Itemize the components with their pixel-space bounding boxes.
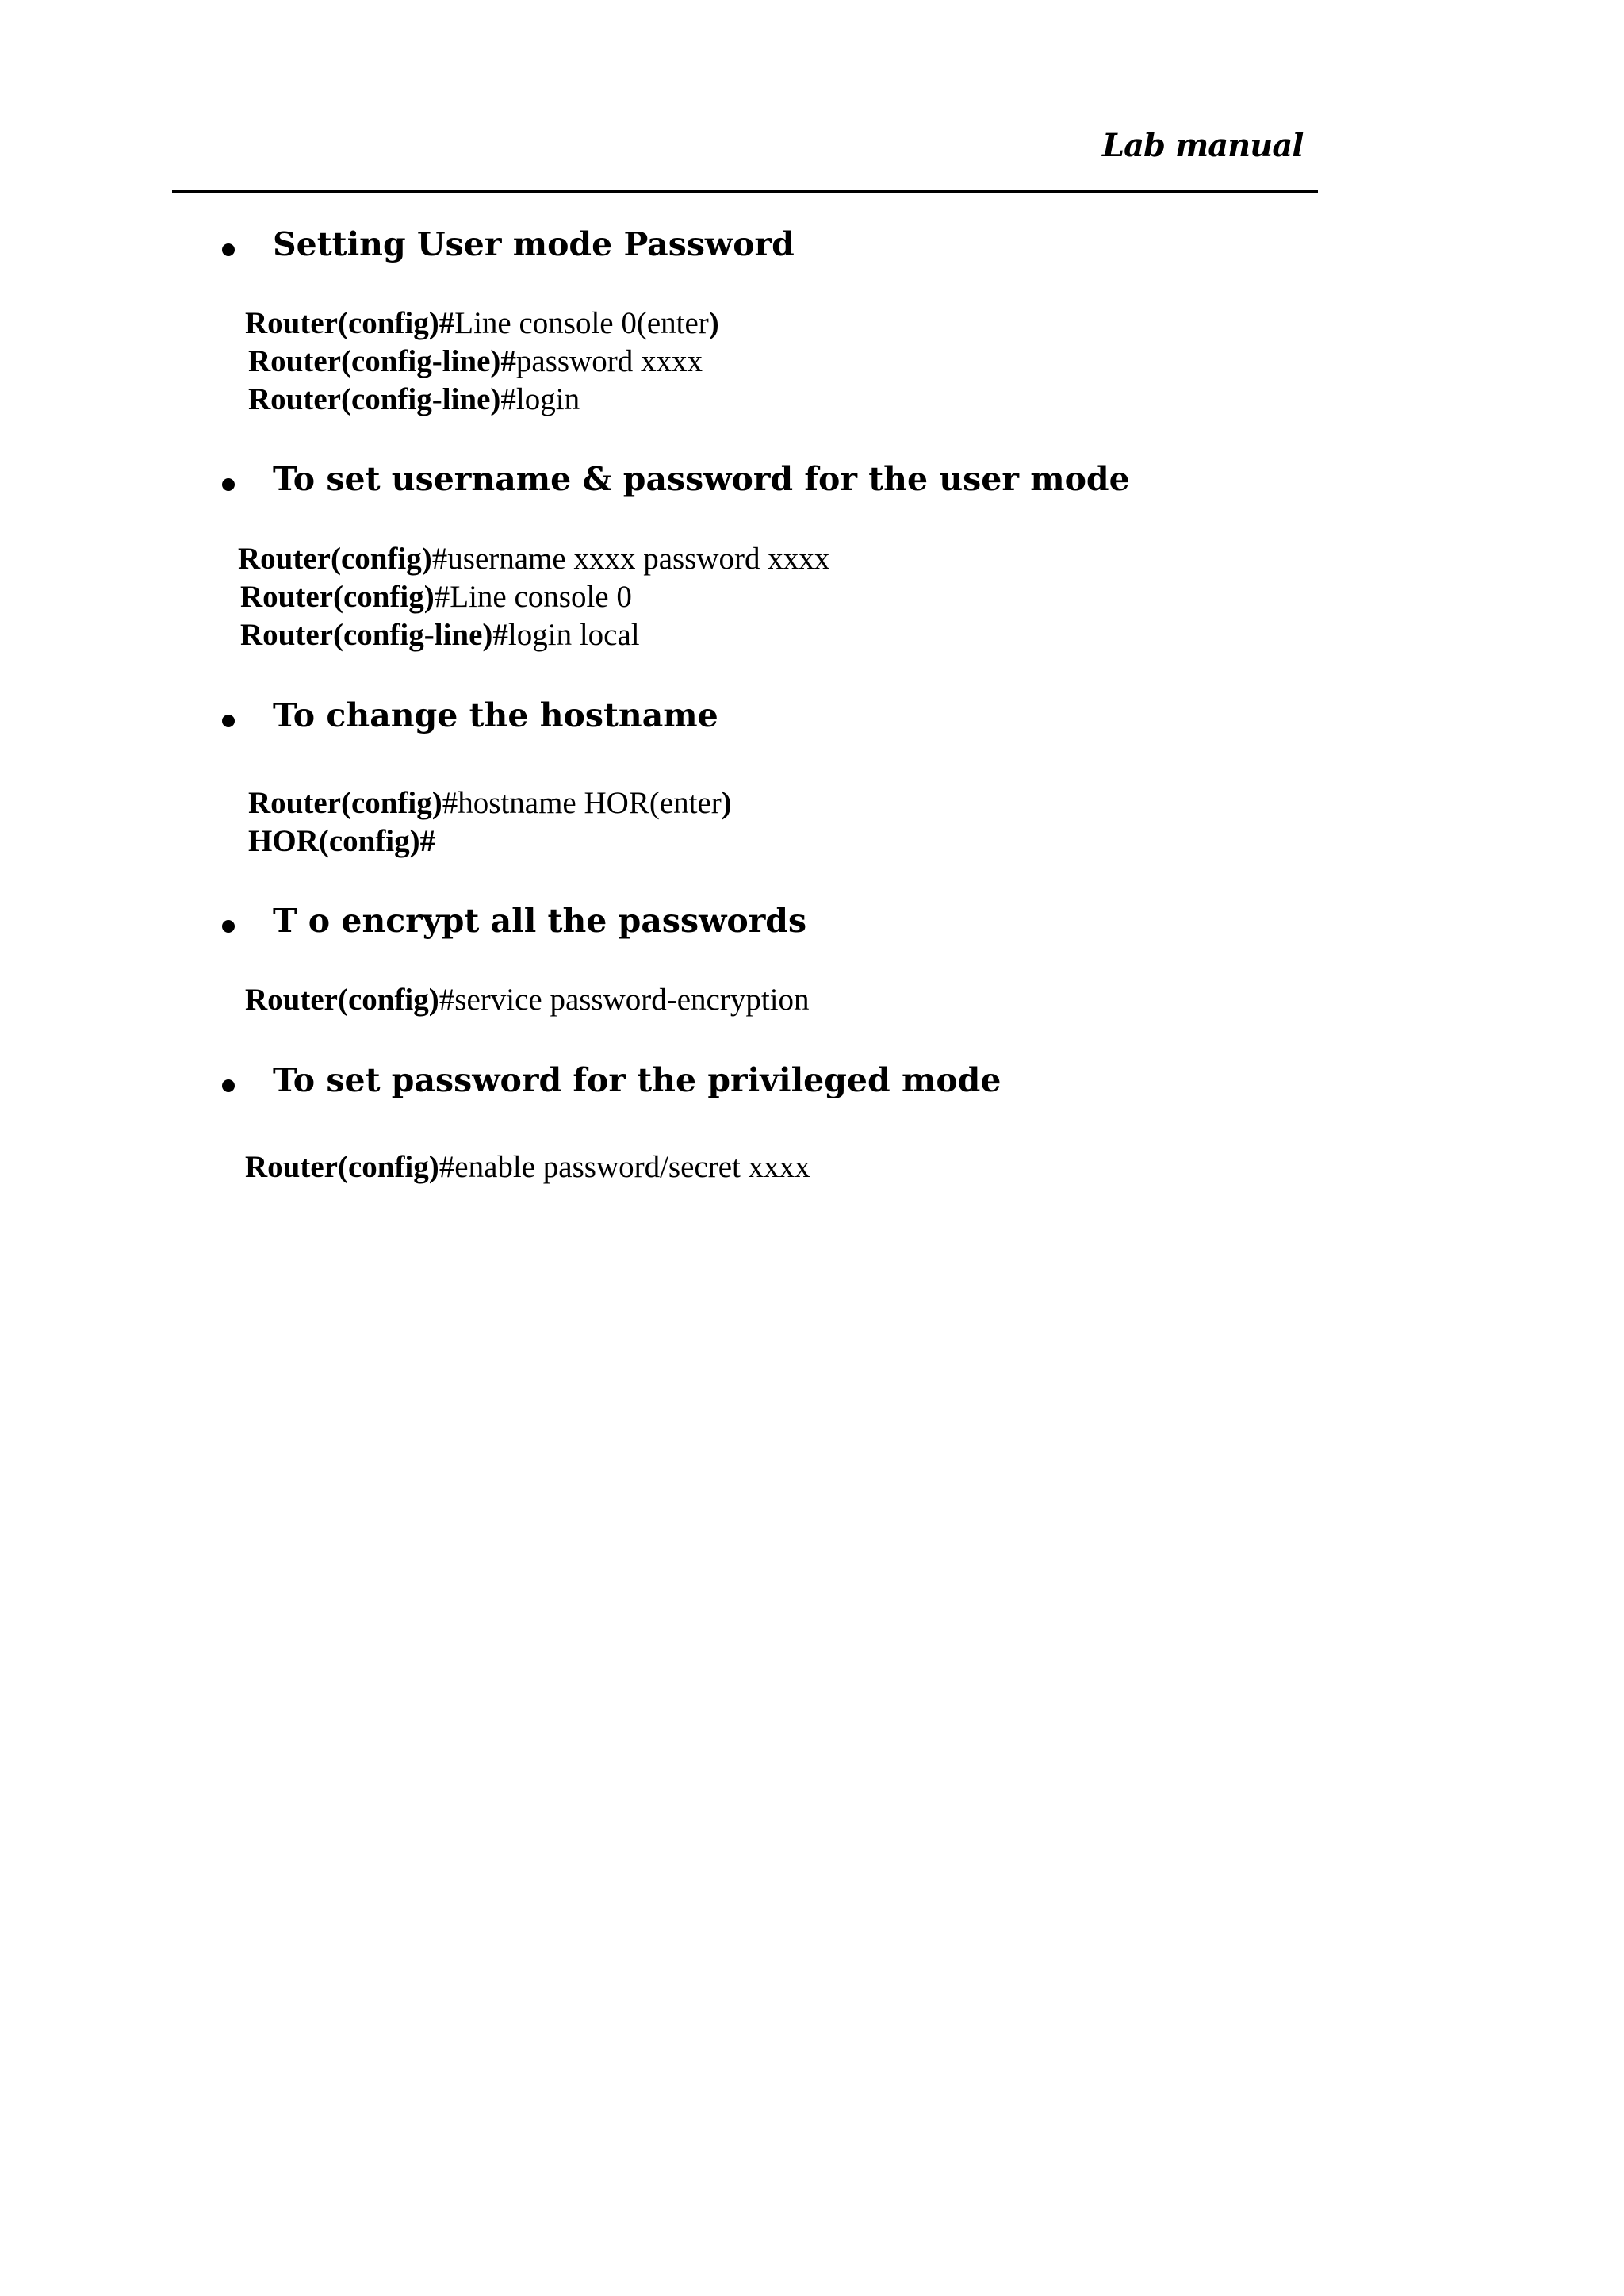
- bullet-icon: [222, 1079, 235, 1092]
- command-prompt: Router(config)#: [245, 306, 455, 340]
- command-text: #service password-encryption: [439, 983, 810, 1017]
- command-text: Line console 0(enter: [454, 306, 709, 340]
- command-prompt: Router(config): [245, 983, 439, 1017]
- command-prompt: HOR(config)#: [248, 824, 436, 858]
- bullet-icon: [222, 478, 235, 491]
- command-line: [245, 1149, 810, 1185]
- header-divider: [172, 190, 1318, 193]
- bullet-icon: [222, 920, 235, 933]
- command-line: [245, 305, 719, 341]
- page-header-title: Lab manual: [1102, 127, 1304, 164]
- command-line: [248, 823, 435, 859]
- section-heading-change-hostname: To change the hostname: [273, 696, 718, 734]
- command-text: #username xxxx password xxxx: [431, 542, 830, 576]
- section-heading-username-password: To set username & password for the user mode: [273, 460, 1130, 498]
- command-prompt: Router(config-line): [248, 382, 501, 416]
- section-heading-user-mode-password: Setting User mode Password: [273, 225, 795, 263]
- command-text: #enable password/secret xxxx: [439, 1150, 810, 1184]
- command-text: login local: [508, 618, 640, 652]
- command-suffix: ): [721, 786, 732, 820]
- bullet-icon: [222, 243, 235, 256]
- command-text: #Line console 0: [434, 580, 632, 614]
- command-line: [240, 579, 632, 615]
- command-prompt: Router(config): [248, 786, 442, 820]
- command-line: [245, 982, 810, 1018]
- command-prompt: Router(config): [245, 1150, 439, 1184]
- command-line: [240, 617, 640, 653]
- command-text: #login: [500, 382, 580, 416]
- command-text: password xxxx: [515, 344, 703, 378]
- command-suffix: ): [708, 306, 719, 340]
- section-heading-encrypt-passwords: T o encrypt all the passwords: [273, 902, 807, 940]
- command-line: [248, 381, 580, 417]
- command-prompt: Router(config): [240, 580, 435, 614]
- command-line: [248, 785, 732, 821]
- bullet-icon: [222, 715, 235, 727]
- command-line: [238, 541, 829, 577]
- command-line: [248, 343, 703, 379]
- section-heading-privileged-mode-password: To set password for the privileged mode: [273, 1061, 1002, 1099]
- command-prompt: Router(config-line)#: [248, 344, 516, 378]
- command-text: #hostname HOR(enter: [442, 786, 722, 820]
- command-prompt: Router(config): [238, 542, 432, 576]
- command-prompt: Router(config-line)#: [240, 618, 508, 652]
